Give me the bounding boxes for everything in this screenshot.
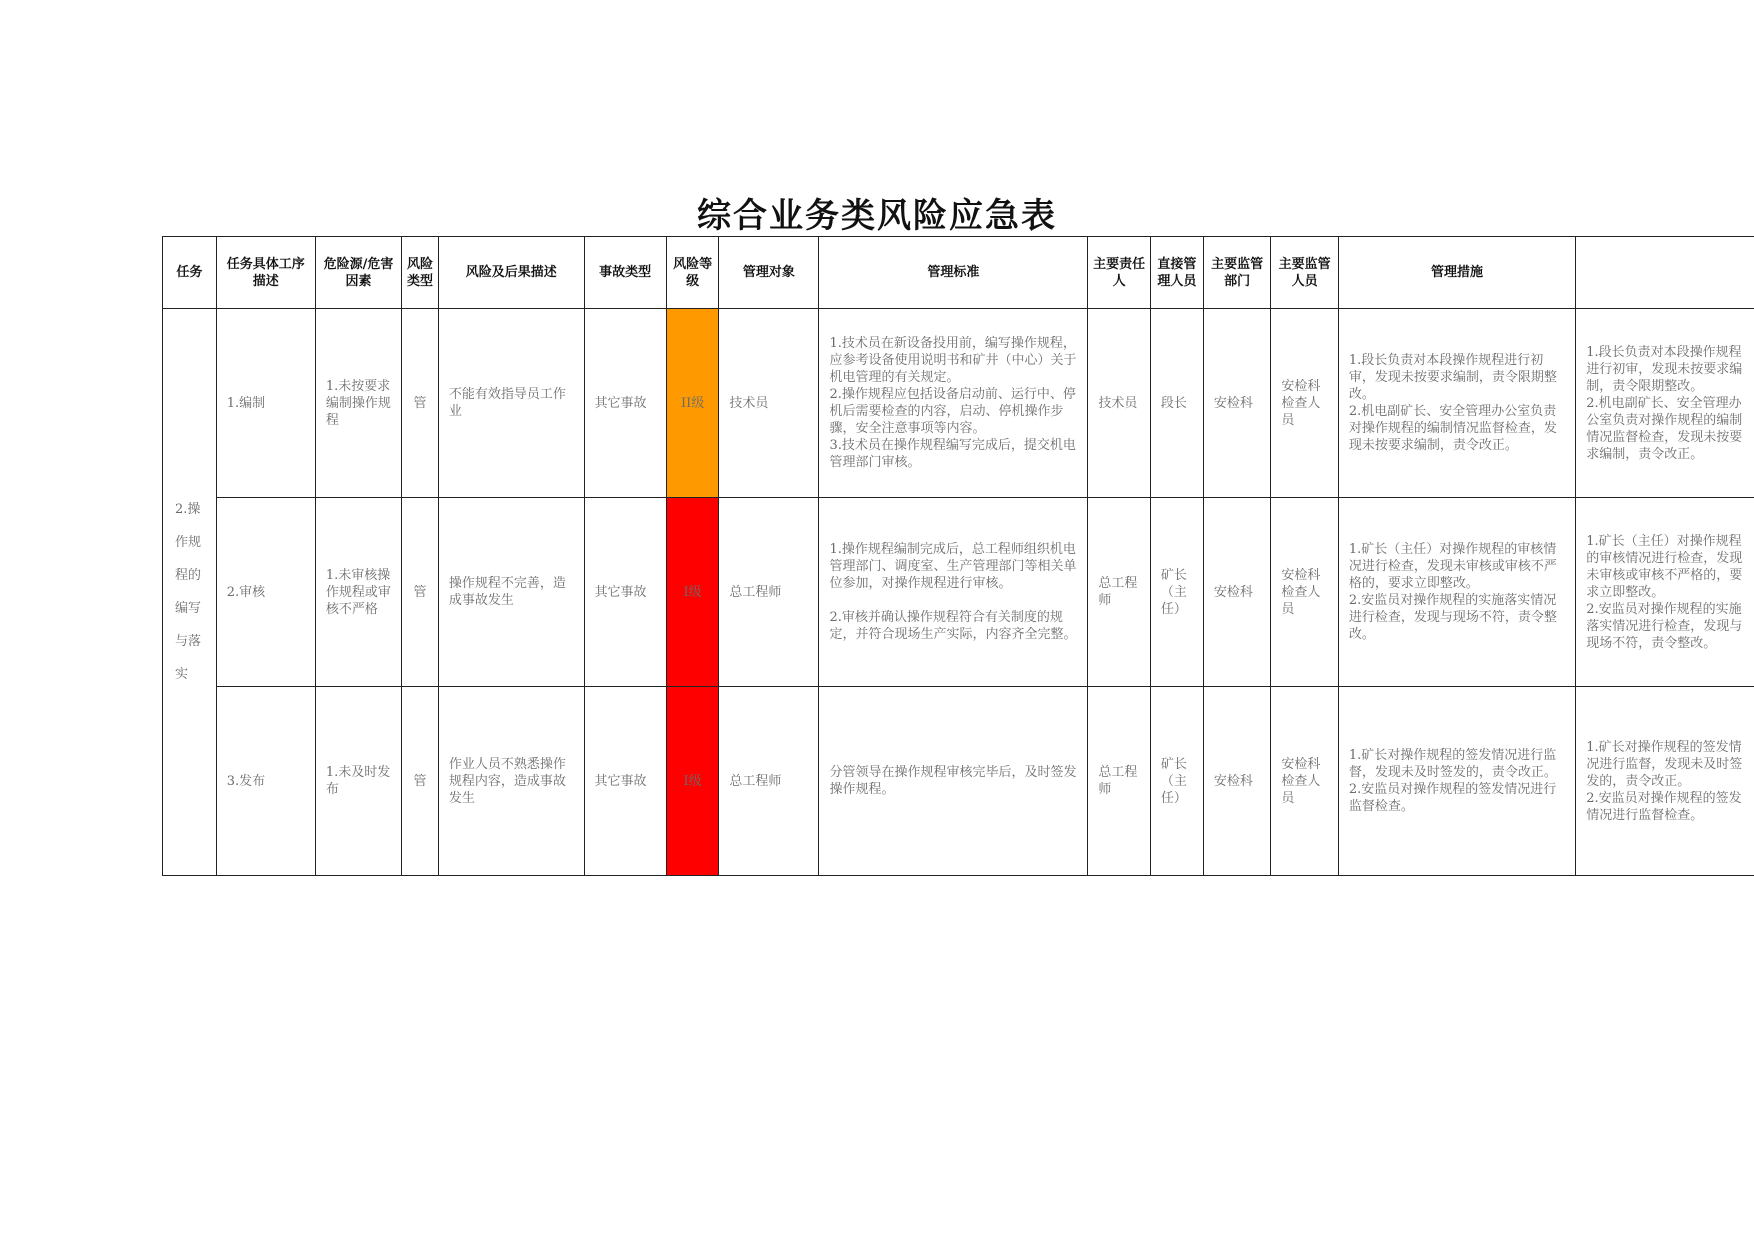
mgmt-standard-cell: 1.技术员在新设备投用前，编写操作规程，应参考设备使用说明书和矿井（中心）关于机电管理的有关规定。 2.操作规程应包括设备启动前、运行中、停机后需要检查的内容，启动、停机操作步骤，安全注意事项等内容。 3.技术员在操作规程编写完成后，提交机电管理部门审核。 xyxy=(819,309,1088,498)
direct-manager-cell: 矿长（主任） xyxy=(1150,498,1203,687)
header-risk-desc: 风险及后果描述 xyxy=(438,237,584,309)
hazard-cell: 1.未及时发布 xyxy=(315,687,401,876)
table-row xyxy=(163,687,1754,876)
header-mgmt-standard: 管理标准 xyxy=(819,237,1088,309)
risk-type-cell: 管 xyxy=(402,498,439,687)
accident-type-cell: 其它事故 xyxy=(584,309,666,498)
supervise-dept-cell: 安检科 xyxy=(1203,309,1271,498)
header-supervise-person: 主要监管人员 xyxy=(1271,237,1339,309)
page-title: 综合业务类风险应急表 xyxy=(697,196,1057,236)
supervise-dept-cell: 安检科 xyxy=(1203,498,1271,687)
header-overflow xyxy=(1576,237,1754,309)
risk-level-cell: I级 xyxy=(666,498,719,687)
header-mgmt-object: 管理对象 xyxy=(719,237,819,309)
header-risk-level: 风险等级 xyxy=(666,237,719,309)
risk-level-cell: I级 xyxy=(666,687,719,876)
risk-desc-cell: 操作规程不完善，造成事故发生 xyxy=(438,498,584,687)
main-responsible-cell: 总工程师 xyxy=(1088,498,1151,687)
risk-desc-cell: 不能有效指导员工作业 xyxy=(438,309,584,498)
direct-manager-cell: 段长 xyxy=(1150,309,1203,498)
accident-type-cell: 其它事故 xyxy=(584,687,666,876)
measures-cell: 1.矿长对操作规程的签发情况进行监督，发现未及时签发的，责令改正。 2.安监员对操作规程的签发情况进行监督检查。 xyxy=(1338,687,1575,876)
header-supervise-dept: 主要监管部门 xyxy=(1203,237,1271,309)
header-accident-type: 事故类型 xyxy=(584,237,666,309)
supervise-dept-cell: 安检科 xyxy=(1203,687,1271,876)
header-hazard: 危险源/危害因素 xyxy=(315,237,401,309)
mgmt-object-cell: 总工程师 xyxy=(719,498,819,687)
measures-cell: 1.矿长（主任）对操作规程的审核情况进行检查，发现未审核或审核不严格的，要求立即整改。 2.安监员对操作规程的实施落实情况进行检查，发现与现场不符，责令整改。 xyxy=(1338,498,1575,687)
measures-overflow-cell: 1.段长负责对本段操作规程进行初审，发现未按要求编制，责令限期整改。 2.机电副矿长、安全管理办公室负责对操作规程的编制情况监督检查，发现未按要求编制，责令改正。 xyxy=(1576,309,1754,498)
hazard-cell: 1.未按要求编制操作规程 xyxy=(315,309,401,498)
mgmt-object-cell: 技术员 xyxy=(719,309,819,498)
direct-manager-cell: 矿长（主任） xyxy=(1150,687,1203,876)
step-cell: 3.发布 xyxy=(216,687,315,876)
step-cell: 1.编制 xyxy=(216,309,315,498)
header-task: 任务 xyxy=(163,237,217,309)
measures-cell: 1.段长负责对本段操作规程进行初审，发现未按要求编制，责令限期整改。 2.机电副矿长、安全管理办公室负责对操作规程的编制情况监督检查，发现未按要求编制，责令改正。 xyxy=(1338,309,1575,498)
supervise-person-cell: 安检科检查人员 xyxy=(1271,687,1339,876)
risk-type-cell: 管 xyxy=(402,309,439,498)
table-row xyxy=(163,309,1754,498)
supervise-person-cell: 安检科检查人员 xyxy=(1271,309,1339,498)
main-responsible-cell: 技术员 xyxy=(1088,309,1151,498)
risk-desc-cell: 作业人员不熟悉操作规程内容，造成事故发生 xyxy=(438,687,584,876)
task-cell: 2.操作规程的编写与落实 xyxy=(163,309,217,876)
step-cell: 2.审核 xyxy=(216,498,315,687)
header-direct-manager: 直接管理人员 xyxy=(1150,237,1203,309)
header-risk-type: 风险类型 xyxy=(402,237,439,309)
risk-type-cell: 管 xyxy=(402,687,439,876)
header-main-responsible: 主要责任人 xyxy=(1088,237,1151,309)
main-responsible-cell: 总工程师 xyxy=(1088,687,1151,876)
hazard-cell: 1.未审核操作规程或审核不严格 xyxy=(315,498,401,687)
accident-type-cell: 其它事故 xyxy=(584,498,666,687)
header-row xyxy=(163,237,1754,309)
risk-table-wrapper xyxy=(162,236,1754,876)
header-step: 任务具体工序描述 xyxy=(216,237,315,309)
risk-table xyxy=(162,236,1754,876)
mgmt-standard-cell: 分管领导在操作规程审核完毕后，及时签发操作规程。 xyxy=(819,687,1088,876)
table-row xyxy=(163,498,1754,687)
risk-level-cell: II级 xyxy=(666,309,719,498)
mgmt-object-cell: 总工程师 xyxy=(719,687,819,876)
measures-overflow-cell: 1.矿长（主任）对操作规程的审核情况进行检查，发现未审核或审核不严格的，要求立即整改。 2.安监员对操作规程的实施落实情况进行检查，发现与现场不符，责令整改。 xyxy=(1576,498,1754,687)
measures-overflow-cell: 1.矿长对操作规程的签发情况进行监督，发现未及时签发的，责令改正。 2.安监员对操作规程的签发情况进行监督检查。 xyxy=(1576,687,1754,876)
header-measures: 管理措施 xyxy=(1338,237,1575,309)
mgmt-standard-cell: 1.操作规程编制完成后，总工程师组织机电管理部门、调度室、生产管理部门等相关单位参加，对操作规程进行审核。 2.审核并确认操作规程符合有关制度的规定，并符合现场生产实际，内容齐全完整。 xyxy=(819,498,1088,687)
supervise-person-cell: 安检科检查人员 xyxy=(1271,498,1339,687)
